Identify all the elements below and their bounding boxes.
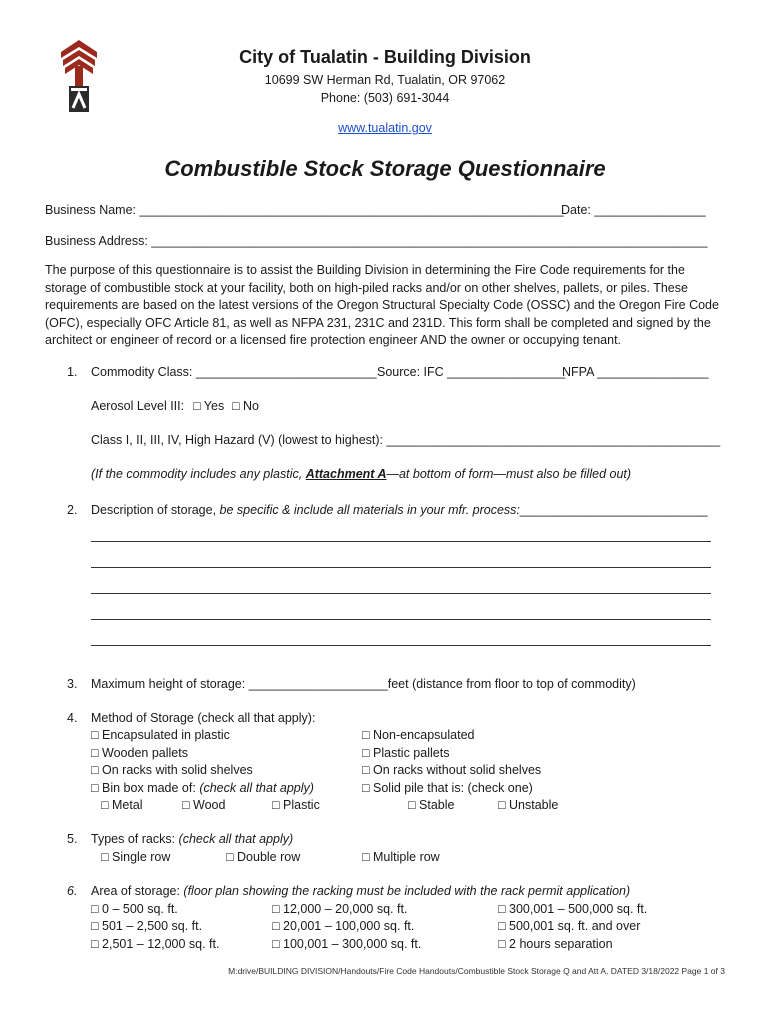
wooden-pallets-checkbox[interactable]: □ Wooden pallets (91, 746, 188, 760)
area-300001-500000-checkbox[interactable]: □ 300,001 – 500,000 sq. ft. (498, 902, 648, 916)
document-title: Combustible Stock Storage Questionnaire (164, 156, 606, 181)
area-501-2500-checkbox[interactable]: □ 501 – 2,500 sq. ft. (91, 919, 203, 933)
area-storage-label: Area of storage: (floor plan showing the racking must be included with the rack permit application) (91, 884, 631, 898)
description-label: Description of storage, be specific & include all materials in your mfr. process:___________________________ (91, 503, 708, 517)
q4-number: 4. (67, 711, 78, 725)
q2-number: 2. (67, 503, 78, 517)
max-height-field[interactable]: Maximum height of storage: ____________________feet (distance from floor to top of commodity) (91, 677, 636, 691)
area-0-500-checkbox[interactable]: □ 0 – 500 sq. ft. (91, 902, 178, 916)
method-storage-label: Method of Storage (check all that apply): (91, 711, 316, 725)
types-racks-label: Types of racks: (check all that apply) (91, 832, 294, 846)
encapsulated-checkbox[interactable]: □ Encapsulated in plastic (91, 728, 230, 742)
plastic-pallets-checkbox[interactable]: □ Plastic pallets (362, 746, 450, 760)
description-blank-3[interactable] (91, 580, 711, 594)
description-blank-1[interactable] (91, 528, 711, 542)
bin-wood-checkbox[interactable]: □ Wood (182, 798, 226, 812)
aerosol-label: Aerosol Level III: (91, 399, 185, 413)
racks-no-shelves-checkbox[interactable]: □ On racks without solid shelves (362, 763, 542, 777)
business-name-field[interactable]: Business Name: _____________________________________________________________ (45, 203, 564, 217)
bin-box-checkbox[interactable]: □ Bin box made of: (check all that apply) (91, 781, 314, 795)
description-field[interactable]: ___________________________ (519, 503, 708, 517)
two-hour-separation-checkbox[interactable]: □ 2 hours separation (498, 937, 613, 951)
commodity-class-field[interactable]: Commodity Class: __________________________ (91, 365, 377, 379)
date-field[interactable]: Date: ________________ (561, 203, 706, 217)
org-title: City of Tualatin - Building Division (239, 47, 531, 67)
nfpa-field[interactable]: NFPA ________________ (562, 365, 709, 379)
description-blank-5[interactable] (91, 632, 711, 646)
bin-metal-checkbox[interactable]: □ Metal (101, 798, 143, 812)
aerosol-no-checkbox[interactable]: □ No (232, 399, 260, 413)
multiple-row-checkbox[interactable]: □ Multiple row (362, 850, 440, 864)
description-blank-4[interactable] (91, 606, 711, 620)
q1-number: 1. (67, 365, 78, 379)
aerosol-yes-checkbox[interactable]: □ Yes (193, 399, 225, 413)
business-address-field[interactable]: Business Address: ________________________________________________________________________________ (45, 234, 708, 248)
racks-solid-shelves-checkbox[interactable]: □ On racks with solid shelves (91, 763, 253, 777)
double-row-checkbox[interactable]: □ Double row (226, 850, 301, 864)
source-ifc-field[interactable]: Source: IFC _________________ (377, 365, 566, 379)
pile-stable-checkbox[interactable]: □ Stable (408, 798, 455, 812)
page-footer: M:drive/BUILDING DIVISION/Handouts/Fire Code Handouts/Combustible Stock Storage Q and Att A. DATED 3/18/2022 Page 1 of 3 (228, 966, 725, 976)
intro-paragraph: The purpose of this questionnaire is to assist the Building Division in determining the Fire Code requirements for the storage of combustible stock at your facility, both on high-piled racks and/or on other shelves, pallets, or piles. These requirements are based on the latest versions of the Oregon Structural Specialty Code (OSSC) and the Oregon Fire Code (OFC), especially OFC Article 81, as well as NFPA 231, 231C and 231D. This form shall be completed and signed by the architect or engineer of record or a licensed fire protection engineer AND the owner or occupying tenant. (45, 263, 719, 348)
area-12000-20000-checkbox[interactable]: □ 12,000 – 20,000 sq. ft. (272, 902, 408, 916)
plastic-note: (If the commodity includes any plastic, Attachment A—at bottom of form—must also be filled out) (91, 467, 632, 481)
area-20001-100000-checkbox[interactable]: □ 20,001 – 100,000 sq. ft. (272, 919, 415, 933)
attachment-a-link[interactable]: Attachment A (305, 467, 387, 481)
org-address: 10699 SW Herman Rd, Tualatin, OR 97062 (264, 73, 506, 87)
area-500001-over-checkbox[interactable]: □ 500,001 sq. ft. and over (498, 919, 641, 933)
area-2501-12000-checkbox[interactable]: □ 2,501 – 12,000 sq. ft. (91, 937, 220, 951)
pile-unstable-checkbox[interactable]: □ Unstable (498, 798, 559, 812)
area-100001-300000-checkbox[interactable]: □ 100,001 – 300,000 sq. ft. (272, 937, 422, 951)
single-row-checkbox[interactable]: □ Single row (101, 850, 171, 864)
website-link[interactable]: www.tualatin.gov (338, 121, 432, 135)
class-hazard-field[interactable]: Class I, II, III, IV, High Hazard (V) (lowest to highest): ________________________________________________ (91, 433, 721, 447)
q3-number: 3. (67, 677, 78, 691)
non-encapsulated-checkbox[interactable]: □ Non-encapsulated (362, 728, 475, 742)
q5-number: 5. (67, 832, 78, 846)
solid-pile-checkbox[interactable]: □ Solid pile that is: (check one) (362, 781, 533, 795)
org-phone: Phone: (503) 691-3044 (320, 91, 450, 105)
bin-plastic-checkbox[interactable]: □ Plastic (272, 798, 320, 812)
description-blank-2[interactable] (91, 554, 711, 568)
q6-number: 6. (67, 884, 78, 898)
